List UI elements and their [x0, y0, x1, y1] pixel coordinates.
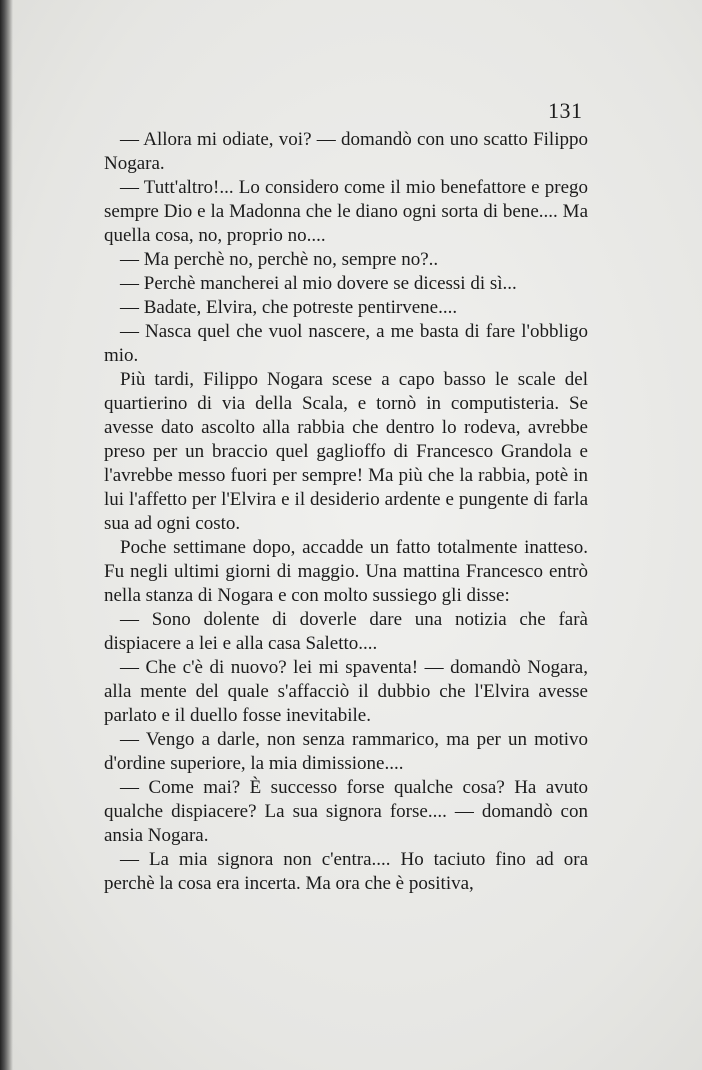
paragraph: — Come mai? È successo forse qualche cosa? Ha avuto qualche dispiacere? La sua signora forse.... — domandò con ansia Nogara.	[104, 777, 588, 846]
paragraph: — Nasca quel che vuol nascere, a me basta di fare l'obbligo mio.	[104, 321, 588, 366]
paragraph: — Allora mi odiate, voi? — domandò con uno scatto Filippo Nogara.	[104, 129, 588, 174]
paragraph: — Badate, Elvira, che potreste pentirvene....	[120, 297, 458, 318]
paragraph: — Sono dolente di doverle dare una notizia che farà dispiacere a lei e alla casa Saletto....	[104, 609, 588, 654]
page-number: 131	[548, 98, 583, 123]
paragraph: — Vengo a darle, non senza rammarico, ma per un motivo d'ordine superiore, la mia dimissione....	[104, 729, 588, 774]
paragraph: — Tutt'altro!... Lo considero come il mio benefattore e prego sempre Dio e la Madonna che le diano ogni sorta di bene.... Ma quella cosa, no, proprio no....	[104, 177, 588, 246]
paragraph: — Ma perchè no, perchè no, sempre no?..	[120, 249, 439, 270]
paragraph: Poche settimane dopo, accadde un fatto totalmente inatteso. Fu negli ultimi giorni di maggio. Una mattina Francesco entrò nella stanza di Nogara e con molto sussiego gli disse:	[104, 537, 588, 606]
paragraph: — Perchè mancherei al mio dovere se dicessi di sì...	[120, 273, 517, 294]
page-text	[104, 128, 588, 896]
paragraph: — Che c'è di nuovo? lei mi spaventa! — domandò Nogara, alla mente del quale s'affacciò il dubbio che l'Elvira avesse parlato e il duello fosse inevitabile.	[104, 657, 588, 726]
page-binding-edge	[0, 0, 13, 1070]
paragraph: Più tardi, Filippo Nogara scese a capo basso le scale del quartierino di via della Scala, e tornò in computisteria. Se avesse dato ascolto alla rabbia che dentro lo rodeva, avrebbe preso per un braccio quel gaglioffo di Francesco Grandola e l'avrebbe messo fuori per sempre! Ma più che la rabbia, potè in lui l'affetto per l'Elvira e il desiderio ardente e pungente di farla sua ad ogni costo.	[104, 369, 588, 534]
paragraph: — La mia signora non c'entra.... Ho taciuto fino ad ora perchè la cosa era incerta. Ma ora che è positiva,	[104, 849, 588, 894]
